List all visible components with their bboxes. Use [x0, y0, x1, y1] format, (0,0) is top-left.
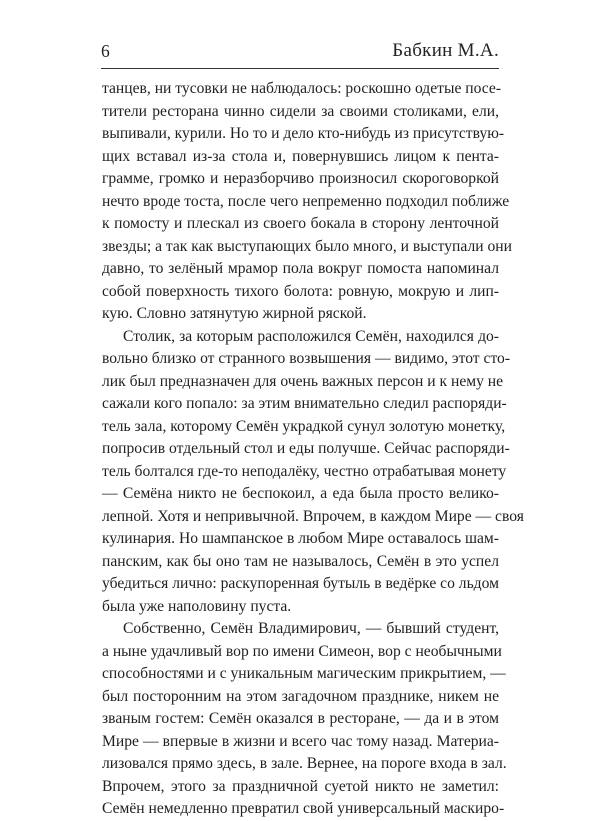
text-line: званым гостем: Семён оказался в ресторане, — да и в этом — [102, 710, 499, 727]
body-text — [102, 78, 524, 821]
text-line: выпивали, курили. Но то и дело кто-нибудь из присутствую- — [102, 125, 505, 142]
text-line: панским, как бы оно там не называлось, Семён в это успел — [102, 552, 499, 570]
text-line: щих вставал из-за стола и, повернувшись лицом к пента- — [102, 147, 499, 165]
text-line: тель болтался где-то неподалёку, честно отрабатывая монету — [102, 462, 507, 480]
text-line: сажали кого попало: за этим внимательно следил распоряди- — [102, 395, 507, 412]
page-number: 6 — [101, 41, 110, 61]
text-line: кулинария. Но шампанское в любом Мире оставалось шам- — [102, 530, 499, 547]
header-rule — [101, 68, 499, 69]
running-head-author: Бабкин М.А. — [392, 40, 499, 61]
text-line: Впрочем, этого за праздничной суетой никто не заметил: — [102, 777, 499, 795]
text-line: тители ресторана чинно сидели за своими столиками, ели, — [102, 102, 499, 120]
text-line: лизовался прямо здесь, в зале. Вернее, на пороге входа в зал. — [102, 755, 507, 772]
text-line: способностями и с уникальным магическим прикрытием, — — [102, 665, 506, 682]
text-line: звезды; а так как выступающих было много, и выступали они — [102, 237, 512, 255]
text-line: убедиться лично: раскупоренная бутыль в ведёрке со льдом — [102, 575, 499, 592]
text-line: тель зала, которому Семён украдкой сунул золотую монетку, — [102, 417, 506, 435]
text-line: собой поверхность тихого болота: ровную, мокрую и лип- — [102, 282, 499, 300]
text-line: лепной. Хотя и непривычной. Впрочем, в каждом Мире — своя — [102, 507, 524, 525]
text-line: — Семёна никто не беспокоил, а еда была просто велико- — [102, 485, 499, 502]
text-line: к помосту и плескал из своего бокала в сторону ленточной — [102, 215, 499, 232]
text-line: Столик, за которым расположился Семён, находился до- — [123, 327, 499, 345]
page-header — [101, 40, 499, 66]
paragraph — [102, 326, 524, 619]
text-line: нечто вроде тоста, после чего непременно подходил поближе — [102, 192, 510, 210]
text-line: Семён немедленно превратил свой универсальный маскиро- — [102, 800, 505, 817]
text-line: давно, то зелёный мрамор пола вокруг помоста напоминал — [102, 260, 499, 277]
text-line: а ныне удачливый вор по имени Симеон, вор с необычными — [102, 642, 502, 660]
text-line: был посторонним на этом загадочном празднике, никем не — [102, 687, 499, 705]
paragraph — [102, 618, 507, 821]
text-line: лик был предназначен для очень важных персон и к нему не — [102, 372, 504, 390]
text-line: была уже наполовину пуста. — [102, 597, 292, 615]
text-line: попросив отдельный стол и еды получше. Сейчас распоряди- — [102, 440, 510, 457]
text-line: вольно близко от странного возвышения — видимо, этот сто- — [102, 350, 511, 367]
text-line: Собственно, Семён Владимирович, — бывший студент, — [123, 620, 499, 637]
text-line: танцев, ни тусовки не наблюдалось: роскошно одетые посе- — [102, 80, 502, 97]
paragraph — [102, 78, 512, 326]
text-line: кую. Словно затянутую жирной ряской. — [102, 305, 367, 322]
text-line: грамме, громко и неразборчиво произносил скороговоркой — [102, 170, 499, 187]
text-line: Мире — впервые в жизни и всего час тому назад. Материа- — [102, 732, 499, 750]
